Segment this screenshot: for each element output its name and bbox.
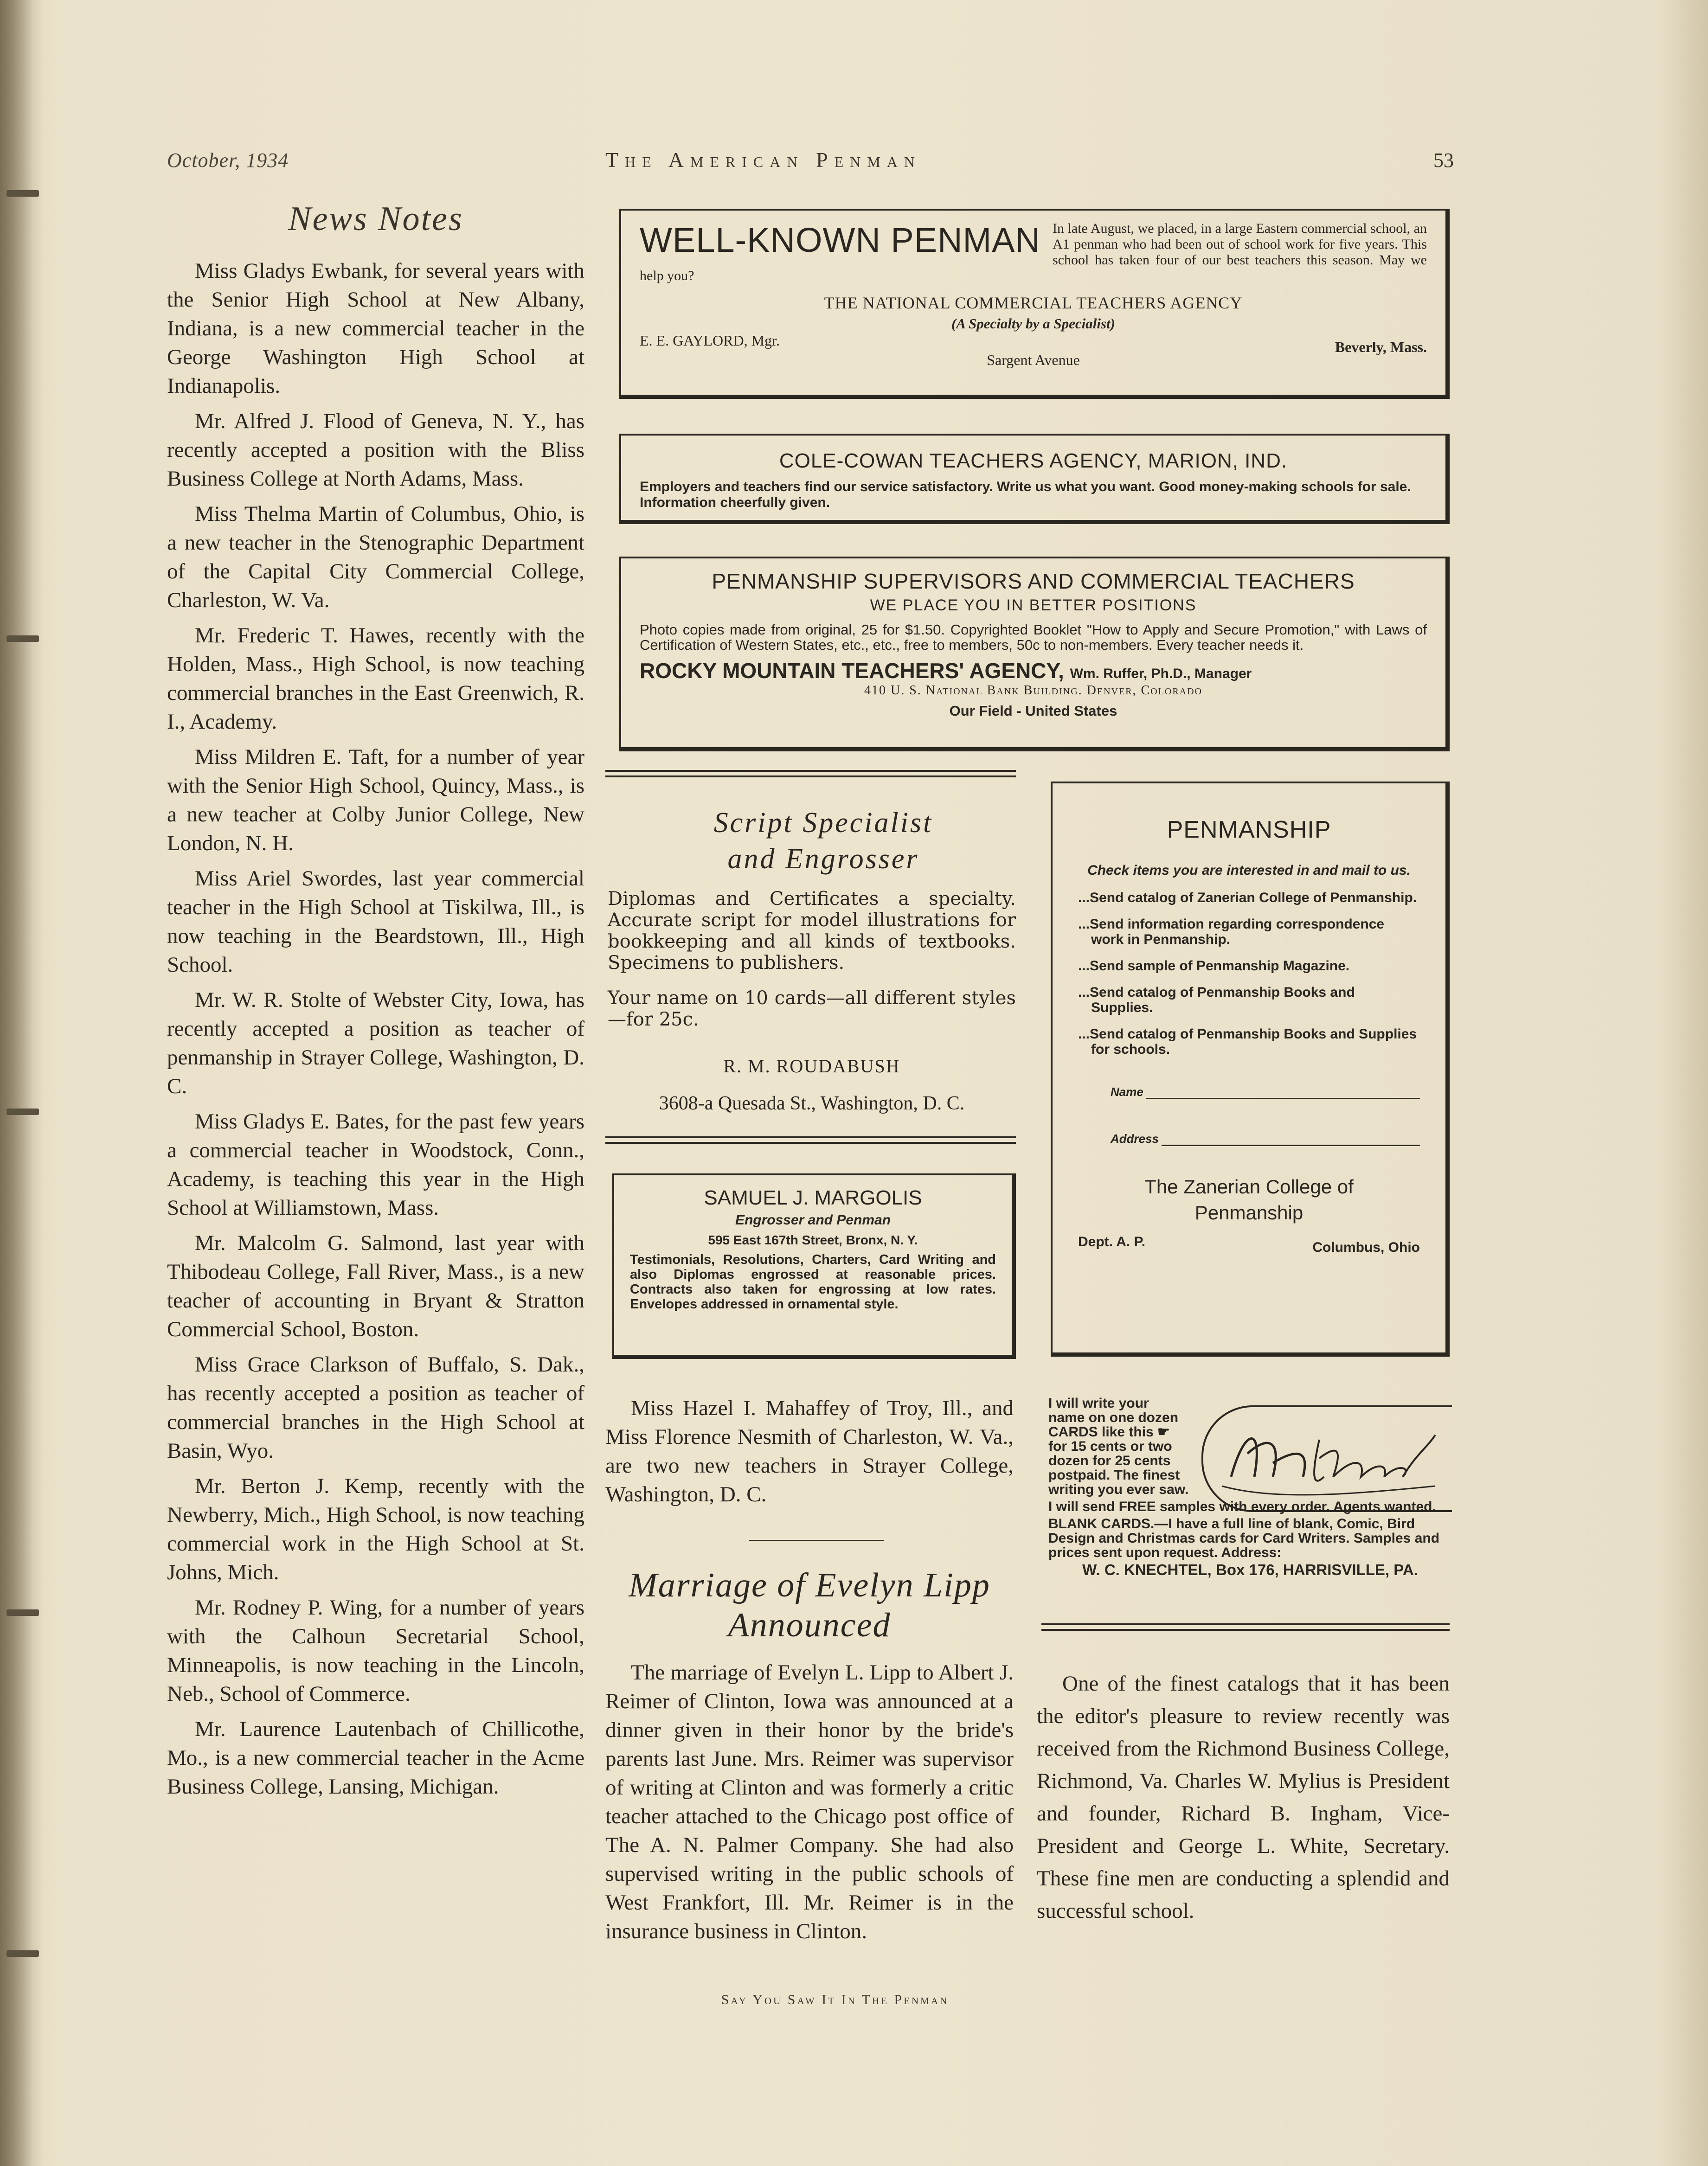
- signature-card: [1201, 1405, 1452, 1512]
- form-checkbox-item: ...Send information regarding correspondence work in Penmanship.: [1078, 916, 1385, 947]
- binding-tab: [6, 1609, 39, 1616]
- ad-body: Photo copies made from original, 25 for $1.50. Copyrighted Booklet "How to Apply and Secure Promotion," with Laws of Certification of Western States, etc., etc., free to members, 50c to non-members. Every teacher needs it.: [640, 622, 1427, 653]
- form-checkbox-item: ...Send catalog of Zanerian College of Penmanship.: [1078, 890, 1417, 905]
- college-line: Penmanship: [1194, 1202, 1303, 1224]
- divider-rule: [749, 1540, 884, 1541]
- agency-field: Our Field - United States: [949, 703, 1117, 719]
- divider-rule: [1041, 1623, 1450, 1625]
- magazine-title: The American Penman: [605, 148, 921, 172]
- agency-tagline: (A Specialty by a Specialist): [951, 315, 1115, 332]
- agency-manager: Wm. Ruffer, Ph.D., Manager: [1070, 666, 1252, 681]
- catalog-paragraph: One of the finest catalogs that it has been the editor's pleasure to review recently was received from the Richmond Business College, Richmond, Va. Charles W. Mylius is President and founder, Richard B. Ingham, Vice-President and George L. White, Secretary. These fine men are conducting a splendid and successful school.: [1037, 1672, 1450, 1923]
- divider-rule: [605, 770, 1016, 772]
- page-footer: Say You Saw It In The Penman: [721, 1992, 949, 2007]
- ad-headline: COLE-COWAN TEACHERS AGENCY, MARION, IND.: [779, 449, 1288, 472]
- agency-contact-row: [640, 332, 1427, 374]
- binding-tab: [6, 190, 39, 197]
- form-instructions: Check items you are interested in and mail to us.: [1087, 863, 1411, 878]
- form-label: Address: [1111, 1132, 1159, 1146]
- script-specialist-heading: [631, 805, 1016, 877]
- heading-line: and Engrosser: [727, 843, 919, 875]
- ad-body: Employers and teachers find our service satisfactory. Write us what you want. Good money-making schools for sale. Information cheerfully given.: [640, 479, 1411, 510]
- rocky-mountain-ad: [619, 557, 1450, 751]
- college-city: Columbus, Ohio: [1312, 1240, 1420, 1255]
- agency-manager: E. E. GAYLORD, Mgr.: [640, 332, 780, 349]
- well-known-penman-ad: [619, 209, 1450, 399]
- form-label: Name: [1111, 1085, 1143, 1099]
- news-notes-heading: News Notes: [288, 200, 463, 238]
- ad-line: postpaid. The finest: [1048, 1467, 1180, 1483]
- ad-subheadline: Engrosser and Penman: [735, 1212, 891, 1228]
- ad-headline: PENMANSHIP: [1167, 816, 1331, 843]
- binding-tab: [6, 1109, 39, 1115]
- ad-blank-cards: BLANK CARDS.—I have a full line of blank, Comic, Bird Design and Christmas cards for Card Writers. Samples and prices sent upon request. Address:: [1048, 1516, 1440, 1560]
- ad-offer: I will send FREE samples with every order. Agents wanted.: [1048, 1499, 1436, 1514]
- agency-name: THE NATIONAL COMMERCIAL TEACHERS AGENCY: [824, 294, 1243, 312]
- script-specialist-body: [608, 888, 1016, 1030]
- heading-line: Marriage of Evelyn Lipp: [629, 1566, 990, 1604]
- binding-shadow: [0, 0, 44, 2166]
- divider-rule: [605, 1136, 1016, 1138]
- agency-street: Sargent Avenue: [987, 352, 1080, 368]
- news-item: Miss Thelma Martin of Columbus, Ohio, is a new teacher in the Stenographic Department of the Capital City Commercial College, Charleston, W. Va.: [167, 502, 584, 612]
- divider-rule: [605, 1142, 1016, 1144]
- form-checkbox-item: ...Send catalog of Penmanship Books and Supplies.: [1078, 985, 1355, 1015]
- knechtel-ad: [1048, 1396, 1452, 1616]
- ad-body: Testimonials, Resolutions, Charters, Card Writing and also Diplomas engrossed at reasonable prices. Contracts also taken for engrossing at low rates. Envelopes addressed in ornamental style.: [630, 1252, 996, 1312]
- marriage-heading: [605, 1565, 1014, 1645]
- news-item: Mr. Alfred J. Flood of Geneva, N. Y., has recently accepted a position with the Bliss Business College at North Adams, Mass.: [167, 409, 584, 491]
- news-item: Mr. Laurence Lautenbach of Chillicothe, Mo., is a new commercial teacher in the Acme Business College, Lansing, Michigan.: [167, 1717, 584, 1799]
- ad-headline: WELL-KNOWN PENMAN: [640, 221, 1040, 259]
- news-item: Mr. Malcolm G. Salmond, last year with Thibodeau College, Fall River, Mass., is a new teacher of accounting in Bryant & Stratton Commercial School, Boston.: [167, 1231, 584, 1341]
- divider-rule: [1041, 1629, 1450, 1631]
- binding-tab: [6, 1950, 39, 1957]
- form-address-line: [1078, 1132, 1420, 1146]
- news-item: Mr. W. R. Stolte of Webster City, Iowa, has recently accepted a position as teacher of penmanship in Strayer College, Washington, D. C.: [167, 988, 584, 1098]
- agency-name: ROCKY MOUNTAIN TEACHERS' AGENCY,: [640, 659, 1064, 683]
- form-checkbox-item: ...Send catalog of Penmanship Books and Supplies for schools.: [1078, 1026, 1417, 1057]
- ad-address: W. C. KNECHTEL, Box 176, HARRISVILLE, PA.: [1082, 1561, 1418, 1578]
- agency-line: [640, 658, 1427, 683]
- news-notes-column: [167, 199, 584, 1807]
- ad-line: I will write your: [1048, 1396, 1149, 1411]
- binding-tab: [6, 635, 39, 642]
- page-number: 53: [1433, 149, 1454, 172]
- mahaffey-paragraph: Miss Hazel I. Mahaffey of Troy, Ill., and Miss Florence Nesmith of Charleston, W. Va., are two new teachers in Strayer College, Washington, D. C.: [605, 1396, 1014, 1506]
- ad-body: In late August, we placed, in a large Eastern commercial school, an A1 penman who had been out of school work for five years. This school has taken four of our best teachers this season. May we help you?: [640, 221, 1427, 283]
- news-item: Mr. Frederic T. Hawes, recently with the Holden, Mass., High School, is now teaching commercial branches in the East Greenwich, R. I., Academy.: [167, 623, 584, 734]
- form-name-line: [1078, 1085, 1420, 1099]
- heading-line: Announced: [728, 1606, 891, 1644]
- margolis-ad: [612, 1173, 1016, 1359]
- ad-line: name on one dozen: [1048, 1410, 1179, 1425]
- marriage-body: The marriage of Evelyn L. Lipp to Albert J. Reimer of Clinton, Iowa was announced at a dinner given in their honor by the bride's parents last June. Mrs. Reimer was supervisor of writing at Clinton and was formerly a critic teacher attached to the Chicago post office of The A. N. Palmer Company. She had also supervised writing in the public schools of West Frankfort, Ill. Mr. Reimer is in the insurance business in Clinton.: [605, 1660, 1014, 1943]
- ad-body: Diplomas and Certificates a specialty. Accurate script for model illustrations for bookkeeping and all kinds of textbooks. Specimens to publishers.: [608, 888, 1016, 974]
- ad-line: dozen for 25 cents: [1048, 1453, 1171, 1468]
- knechtel-signature-flourish: [1203, 1407, 1445, 1509]
- news-item: Miss Gladys Ewbank, for several years with the Senior High School at New Albany, Indiana, is a new commercial teacher in the George Washington High School at Indianapolis.: [167, 259, 584, 398]
- heading-line: Script Specialist: [713, 807, 933, 839]
- zanerian-order-form: [1051, 782, 1450, 1357]
- college-dept: Dept. A. P.: [1078, 1234, 1146, 1250]
- blank-line: [1162, 1135, 1420, 1146]
- college-name: [1078, 1174, 1420, 1226]
- ad-line: writing you ever saw.: [1048, 1482, 1189, 1497]
- agency-address: 410 U. S. National Bank Building. Denver, Colorado: [864, 683, 1202, 698]
- divider-rule: [605, 775, 1016, 777]
- ad-body: Your name on 10 cards—all different styles—for 25c.: [608, 987, 1016, 1030]
- cole-cowan-ad: [619, 434, 1450, 524]
- ad-body-left: [1048, 1396, 1197, 1497]
- news-item: Miss Grace Clarkson of Buffalo, S. Dak., has recently accepted a position as teacher of commercial branches in the High School at Basin, Wyo.: [167, 1352, 584, 1463]
- ad-subheadline: WE PLACE YOU IN BETTER POSITIONS: [870, 596, 1197, 614]
- ad-headline: PENMANSHIP SUPERVISORS AND COMMERCIAL TEACHERS: [712, 569, 1355, 593]
- news-item: Mr. Rodney P. Wing, for a number of years with the Calhoun Secretarial School, Minneapolis, is now teaching in the Lincoln, Neb., School of Commerce.: [167, 1596, 584, 1706]
- roudabush-address: 3608-a Quesada St., Washington, D. C.: [659, 1093, 965, 1114]
- ad-headline: SAMUEL J. MARGOLIS: [704, 1186, 922, 1209]
- ad-line: for 15 cents or two: [1048, 1439, 1172, 1454]
- agency-city: Beverly, Mass.: [1335, 339, 1427, 355]
- ad-address: 595 East 167th Street, Bronx, N. Y.: [708, 1233, 918, 1247]
- news-item: Miss Gladys E. Bates, for the past few years a commercial teacher in Woodstock, Conn., Academy, is teaching this year in the High School at Williamstown, Mass.: [167, 1109, 584, 1220]
- issue-date: October, 1934: [167, 149, 289, 172]
- news-item: Miss Mildren E. Taft, for a number of year with the Senior High School, Quincy, Mass., is a new teacher at Colby Junior College, New London, N. H.: [167, 745, 584, 855]
- college-contact-row: [1078, 1234, 1420, 1257]
- form-checkbox-item: ...Send sample of Penmanship Magazine.: [1078, 958, 1350, 974]
- news-item: Miss Ariel Swordes, last year commercial teacher in the High School at Tiskilwa, Ill., is now teaching in the Beardstown, Ill., High School.: [167, 866, 584, 977]
- college-line: The Zanerian College of: [1144, 1176, 1354, 1198]
- blank-line: [1146, 1088, 1420, 1099]
- roudabush-name: R. M. ROUDABUSH: [723, 1056, 900, 1077]
- news-item: Mr. Berton J. Kemp, recently with the Newberry, Mich., High School, is now teaching commercial work in the High School at St. Johns, Mich.: [167, 1474, 584, 1584]
- ad-line: CARDS like this ☛: [1048, 1424, 1170, 1440]
